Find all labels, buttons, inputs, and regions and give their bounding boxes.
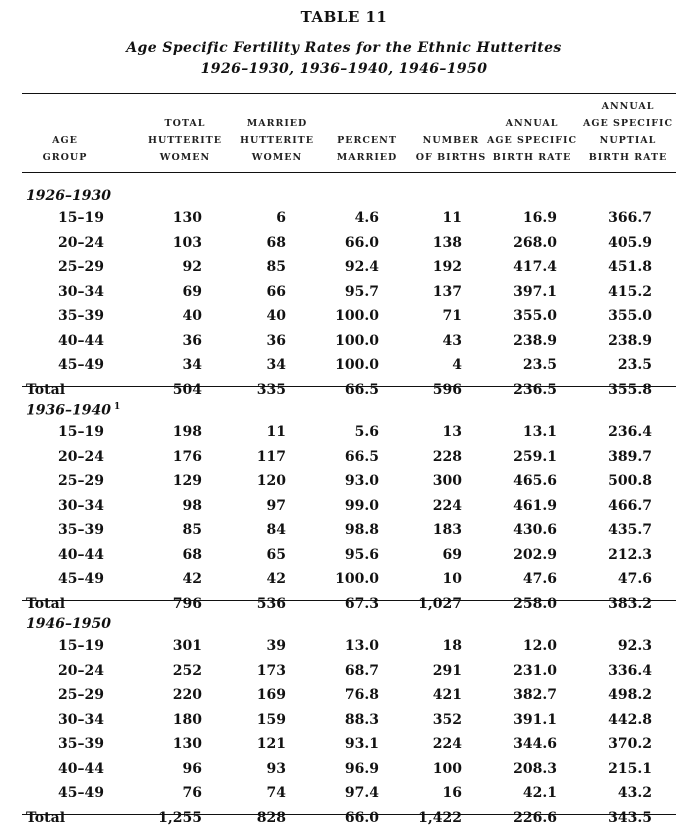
births-cell: 4 [452, 357, 462, 373]
header-married-women [237, 102, 317, 166]
period-label [26, 188, 111, 204]
header-line: OF BIRTHS [415, 152, 487, 163]
header-line: WOMEN [159, 152, 211, 163]
percent-married-cell: 93.0 [344, 473, 379, 489]
header-line: ANNUAL [505, 118, 559, 129]
header-line: AGE SPECIFIC [486, 135, 578, 146]
header-line: BIRTH RATE [492, 152, 572, 163]
header-line: HUTTERITE [240, 135, 314, 146]
percent-married-cell: 93.1 [344, 736, 379, 752]
total-women-cell: 796 [172, 595, 202, 612]
total-label: Total [26, 381, 66, 398]
married-women-cell: 828 [256, 809, 286, 826]
married-women-cell: 169 [256, 687, 286, 703]
age-group-cell: 40–44 [58, 760, 104, 777]
total-women-cell: 129 [172, 473, 202, 489]
births-cell: 13 [442, 424, 462, 440]
percent-married-cell: 5.6 [354, 424, 379, 440]
header-line: BIRTH RATE [588, 152, 668, 163]
married-women-cell: 159 [256, 711, 286, 728]
married-women-cell: 335 [256, 381, 286, 398]
age-group-cell: 20–24 [58, 448, 104, 465]
table-row [0, 259, 688, 281]
birth-rate-cell: 258.0 [513, 595, 557, 612]
births-cell: 300 [432, 473, 462, 489]
births-cell: 18 [442, 638, 462, 654]
age-group-cell: 35–39 [58, 522, 104, 538]
births-cell: 352 [432, 711, 462, 728]
header-number-of-births [415, 102, 487, 166]
nuptial-birth-rate-cell: 336.4 [608, 662, 652, 679]
age-group-cell: 25–29 [58, 259, 104, 275]
total-women-cell: 504 [172, 381, 202, 398]
total-women-cell: 98 [182, 497, 202, 514]
birth-rate-cell: 208.3 [513, 760, 557, 777]
birth-rate-cell: 231.0 [513, 662, 557, 679]
births-cell: 138 [432, 234, 462, 251]
nuptial-birth-rate-cell: 370.2 [608, 736, 652, 752]
married-women-cell: 93 [266, 760, 286, 777]
percent-married-cell: 76.8 [344, 687, 379, 703]
table-row [0, 522, 688, 544]
married-women-cell: 97 [266, 497, 286, 514]
table-row [0, 235, 688, 257]
age-group-cell: 35–39 [58, 308, 104, 324]
birth-rate-cell: 391.1 [513, 711, 557, 728]
married-women-cell: 34 [266, 357, 286, 373]
percent-married-cell: 95.7 [344, 283, 379, 300]
total-label: Total [26, 809, 66, 826]
total-women-cell: 68 [182, 546, 202, 563]
married-women-cell: 66 [266, 283, 286, 300]
table-row [0, 498, 688, 520]
period-label [26, 616, 111, 632]
table-row [0, 712, 688, 734]
period-label-text: 1926–1930 [26, 188, 111, 204]
percent-married-cell: 92.4 [344, 259, 379, 275]
nuptial-birth-rate-cell: 498.2 [608, 687, 652, 703]
table-row [0, 785, 688, 807]
age-group-cell: 15–19 [58, 210, 104, 226]
bottom-rule [22, 814, 676, 815]
birth-rate-cell: 355.0 [513, 308, 557, 324]
age-group-cell: 20–24 [58, 234, 104, 251]
birth-rate-cell: 382.7 [513, 687, 557, 703]
table-row [0, 736, 688, 758]
percent-married-cell: 99.0 [344, 497, 379, 514]
births-cell: 10 [442, 571, 462, 587]
nuptial-birth-rate-cell: 47.6 [617, 571, 652, 587]
married-women-cell: 42 [266, 571, 286, 587]
married-women-cell: 65 [266, 546, 286, 563]
married-women-cell: 74 [266, 785, 286, 801]
total-women-cell: 103 [172, 234, 202, 251]
header-nuptial-birth-rate [582, 101, 674, 166]
header-line: GROUP [42, 152, 88, 163]
header-birth-rate [486, 102, 578, 166]
nuptial-birth-rate-cell: 435.7 [608, 522, 652, 538]
married-women-cell: 11 [266, 424, 286, 440]
header-line: ANNUAL [601, 101, 655, 112]
nuptial-birth-rate-cell: 355.8 [608, 381, 652, 398]
births-cell: 224 [432, 736, 462, 752]
header-total-women [145, 102, 225, 166]
total-women-cell: 85 [182, 522, 202, 538]
age-group-cell: 40–44 [58, 332, 104, 349]
births-cell: 16 [442, 785, 462, 801]
header-percent-married [330, 102, 404, 166]
table-row [0, 638, 688, 660]
header-line: NUPTIAL [599, 135, 657, 146]
nuptial-birth-rate-cell: 415.2 [608, 283, 652, 300]
total-women-cell: 40 [182, 308, 202, 324]
total-label: Total [26, 595, 66, 612]
births-cell: 1,027 [418, 595, 462, 612]
married-women-cell: 173 [256, 662, 286, 679]
table-row [0, 210, 688, 232]
birth-rate-cell: 236.5 [513, 381, 557, 398]
nuptial-birth-rate-cell: 92.3 [617, 638, 652, 654]
total-women-cell: 252 [172, 662, 202, 679]
nuptial-birth-rate-cell: 500.8 [608, 473, 652, 489]
nuptial-birth-rate-cell: 442.8 [608, 711, 652, 728]
nuptial-birth-rate-cell: 366.7 [608, 210, 652, 226]
births-cell: 224 [432, 497, 462, 514]
table-row [0, 761, 688, 783]
married-women-cell: 84 [266, 522, 286, 538]
age-group-cell: 30–34 [58, 711, 104, 728]
percent-married-cell: 96.9 [344, 760, 379, 777]
nuptial-birth-rate-cell: 236.4 [608, 424, 652, 440]
total-women-cell: 96 [182, 760, 202, 777]
percent-married-cell: 68.7 [344, 662, 379, 679]
birth-rate-cell: 344.6 [513, 736, 557, 752]
married-women-cell: 85 [266, 259, 286, 275]
nuptial-birth-rate-cell: 23.5 [617, 357, 652, 373]
married-women-cell: 68 [266, 234, 286, 251]
table-row [0, 663, 688, 685]
births-cell: 183 [432, 522, 462, 538]
births-cell: 421 [432, 687, 462, 703]
age-group-cell: 25–29 [58, 687, 104, 703]
births-cell: 1,422 [418, 809, 462, 826]
table-row [0, 357, 688, 379]
total-women-cell: 180 [172, 711, 202, 728]
birth-rate-cell: 461.9 [513, 497, 557, 514]
percent-married-cell: 100.0 [335, 571, 379, 587]
period-label [26, 402, 120, 419]
header-line: AGE SPECIFIC [582, 118, 674, 129]
nuptial-birth-rate-cell: 238.9 [608, 332, 652, 349]
nuptial-birth-rate-cell: 466.7 [608, 497, 652, 514]
percent-married-cell: 67.3 [344, 595, 379, 612]
birth-rate-cell: 226.6 [513, 809, 557, 826]
total-women-cell: 34 [182, 357, 202, 373]
header-line: MARRIED [336, 152, 398, 163]
nuptial-birth-rate-cell: 355.0 [608, 308, 652, 324]
births-cell: 69 [442, 546, 462, 563]
married-women-cell: 36 [266, 332, 286, 349]
age-group-cell: 40–44 [58, 546, 104, 563]
birth-rate-cell: 268.0 [513, 234, 557, 251]
total-women-cell: 92 [182, 259, 202, 275]
percent-married-cell: 100.0 [335, 308, 379, 324]
birth-rate-cell: 430.6 [513, 522, 557, 538]
births-cell: 137 [432, 283, 462, 300]
header-line: PERCENT [337, 135, 397, 146]
table-row [0, 687, 688, 709]
header-age-group [30, 102, 100, 166]
married-women-cell: 117 [256, 448, 286, 465]
header-line: WOMEN [251, 152, 303, 163]
birth-rate-cell: 465.6 [513, 473, 557, 489]
percent-married-cell: 66.5 [344, 448, 379, 465]
birth-rate-cell: 12.0 [522, 638, 557, 654]
total-women-cell: 176 [172, 448, 202, 465]
birth-rate-cell: 397.1 [513, 283, 557, 300]
total-women-cell: 42 [182, 571, 202, 587]
percent-married-cell: 88.3 [344, 711, 379, 728]
age-group-cell: 45–49 [58, 785, 104, 801]
total-women-cell: 1,255 [158, 809, 202, 826]
birth-rate-cell: 42.1 [522, 785, 557, 801]
total-women-cell: 301 [172, 638, 202, 654]
age-group-cell: 45–49 [58, 571, 104, 587]
birth-rate-cell: 47.6 [522, 571, 557, 587]
birth-rate-cell: 13.1 [522, 424, 557, 440]
nuptial-birth-rate-cell: 215.1 [608, 760, 652, 777]
married-women-cell: 536 [256, 595, 286, 612]
married-women-cell: 40 [266, 308, 286, 324]
births-cell: 100 [432, 760, 462, 777]
table-number: TABLE 11 [300, 8, 388, 26]
percent-married-cell: 98.8 [344, 522, 379, 538]
nuptial-birth-rate-cell: 43.2 [617, 785, 652, 801]
nuptial-birth-rate-cell: 451.8 [608, 259, 652, 275]
births-cell: 11 [442, 210, 462, 226]
age-group-cell: 45–49 [58, 357, 104, 373]
percent-married-cell: 66.5 [344, 381, 379, 398]
percent-married-cell: 97.4 [344, 785, 379, 801]
birth-rate-cell: 202.9 [513, 546, 557, 563]
percent-married-cell: 95.6 [344, 546, 379, 563]
age-group-cell: 15–19 [58, 424, 104, 440]
table-row [0, 424, 688, 446]
total-women-cell: 220 [172, 687, 202, 703]
nuptial-birth-rate-cell: 343.5 [608, 809, 652, 826]
total-women-cell: 36 [182, 332, 202, 349]
total-women-cell: 198 [172, 424, 202, 440]
married-women-cell: 39 [266, 638, 286, 654]
married-women-cell: 120 [256, 473, 286, 489]
nuptial-birth-rate-cell: 405.9 [608, 234, 652, 251]
births-cell: 192 [432, 259, 462, 275]
table-row [0, 571, 688, 593]
married-women-cell: 6 [276, 210, 286, 226]
age-group-cell: 15–19 [58, 638, 104, 654]
table-caption-title: Age Specific Fertility Rates for the Ethnic Hutterites [126, 40, 562, 56]
nuptial-birth-rate-cell: 389.7 [608, 448, 652, 465]
table-row [0, 308, 688, 330]
birth-rate-cell: 238.9 [513, 332, 557, 349]
age-group-cell: 30–34 [58, 283, 104, 300]
total-women-cell: 130 [172, 210, 202, 226]
percent-married-cell: 4.6 [354, 210, 379, 226]
percent-married-cell: 66.0 [344, 234, 379, 251]
table-row [0, 473, 688, 495]
percent-married-cell: 100.0 [335, 332, 379, 349]
period-label-text: 1946–1950 [26, 616, 111, 632]
births-cell: 291 [432, 662, 462, 679]
percent-married-cell: 66.0 [344, 809, 379, 826]
nuptial-birth-rate-cell: 212.3 [608, 546, 652, 563]
footnote-marker: 1 [113, 402, 121, 412]
married-women-cell: 121 [256, 736, 286, 752]
section-rule [22, 600, 676, 601]
birth-rate-cell: 417.4 [513, 259, 557, 275]
age-group-cell: 20–24 [58, 662, 104, 679]
births-cell: 43 [442, 332, 462, 349]
section-rule [22, 386, 676, 387]
nuptial-birth-rate-cell: 383.2 [608, 595, 652, 612]
table-row [0, 284, 688, 306]
header-line: MARRIED [246, 118, 308, 129]
header-line: AGE [52, 135, 78, 146]
total-women-cell: 130 [172, 736, 202, 752]
header-line: NUMBER [422, 135, 480, 146]
total-row [0, 382, 688, 404]
births-cell: 71 [442, 308, 462, 324]
header-line: HUTTERITE [148, 135, 222, 146]
table-row [0, 547, 688, 569]
percent-married-cell: 13.0 [344, 638, 379, 654]
birth-rate-cell: 23.5 [522, 357, 557, 373]
birth-rate-cell: 16.9 [522, 210, 557, 226]
period-label-text: 1936–1940 [26, 402, 111, 419]
total-women-cell: 69 [182, 283, 202, 300]
header-rule [22, 172, 676, 173]
percent-married-cell: 100.0 [335, 357, 379, 373]
total-women-cell: 76 [182, 785, 202, 801]
age-group-cell: 25–29 [58, 473, 104, 489]
age-group-cell: 35–39 [58, 736, 104, 752]
table-row [0, 449, 688, 471]
top-rule [22, 93, 676, 94]
births-cell: 228 [432, 448, 462, 465]
births-cell: 596 [432, 381, 462, 398]
age-group-cell: 30–34 [58, 497, 104, 514]
table-row [0, 333, 688, 355]
total-row [0, 596, 688, 618]
total-row [0, 810, 688, 832]
table-caption-years: 1926–1930, 1936–1940, 1946–1950 [200, 61, 488, 77]
header-line: TOTAL [164, 118, 206, 129]
birth-rate-cell: 259.1 [513, 448, 557, 465]
